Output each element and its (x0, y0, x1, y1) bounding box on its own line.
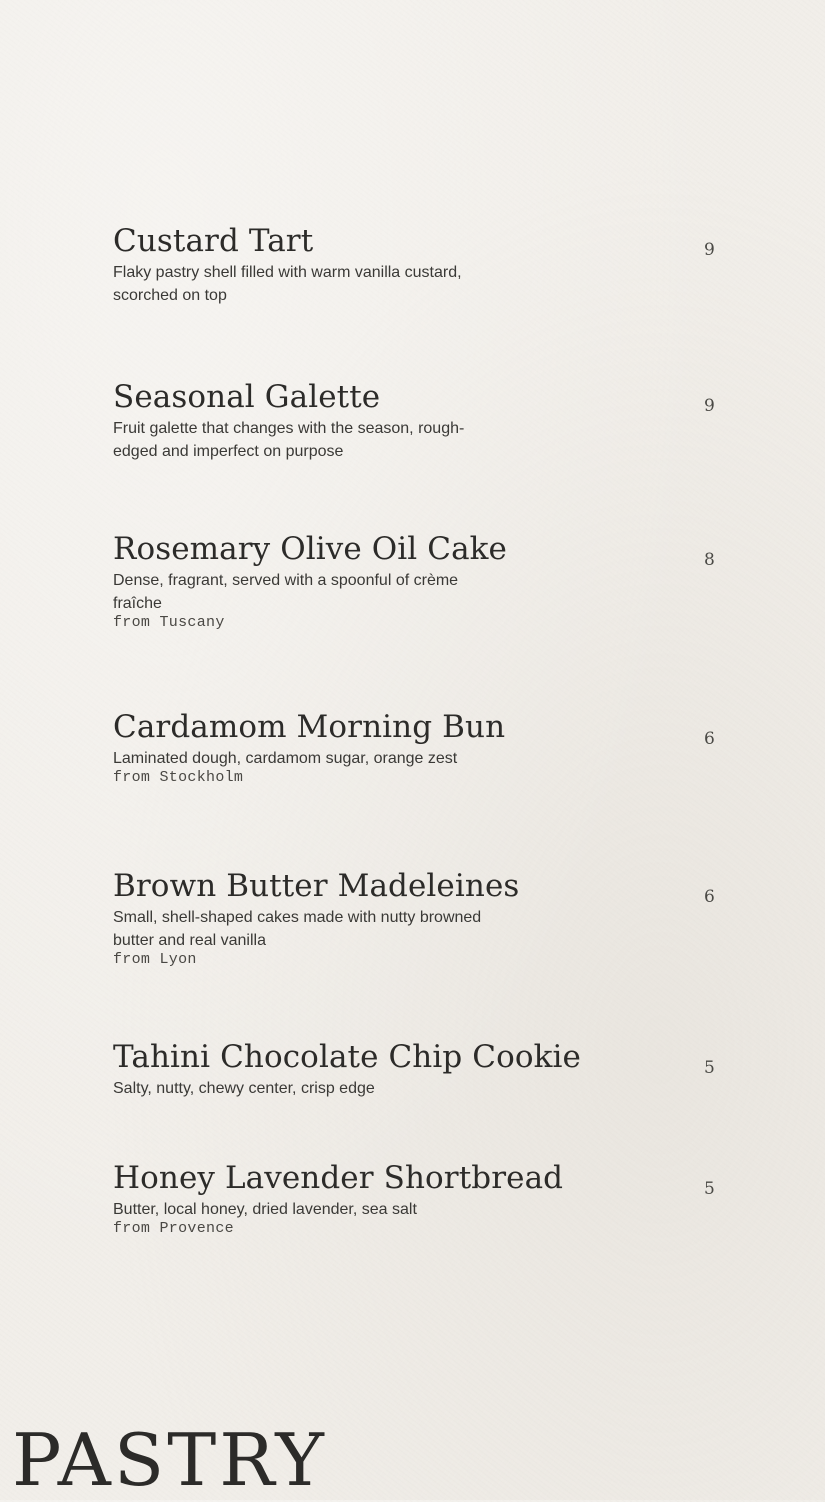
item-origin: from Provence (113, 1220, 234, 1237)
item-description: Flaky pastry shell filled with warm vanilla custard, scorched on top (113, 264, 462, 304)
menu-item-rosemary-olive-oil-cake (113, 532, 713, 632)
menu-item-honey-lavender-shortbread (113, 1161, 713, 1238)
item-description: Laminated dough, cardamom sugar, orange zest (113, 750, 458, 767)
item-price: 9 (704, 240, 715, 260)
item-price: 6 (704, 887, 715, 907)
item-price: 5 (704, 1058, 715, 1078)
menu-item-seasonal-galette (113, 380, 713, 463)
item-name: Seasonal Galette (113, 379, 381, 415)
item-name: Tahini Chocolate Chip Cookie (113, 1039, 581, 1075)
item-description: Butter, local honey, dried lavender, sea salt (113, 1201, 417, 1218)
item-price: 5 (704, 1179, 715, 1199)
menu-item-brown-butter-madeleines (113, 869, 713, 969)
item-origin: from Lyon (113, 951, 197, 968)
item-name: Rosemary Olive Oil Cake (113, 531, 508, 567)
menu-item-custard-tart (113, 224, 713, 307)
item-name: Cardamom Morning Bun (113, 709, 506, 745)
item-name: Honey Lavender Shortbread (113, 1160, 564, 1196)
item-description: Dense, fragrant, served with a spoonful of crème fraîche (113, 572, 459, 612)
item-price: 8 (704, 550, 715, 570)
item-description: Fruit galette that changes with the season, rough-edged and imperfect on purpose (113, 420, 465, 460)
section-title: PASTRY (12, 1418, 327, 1502)
item-origin: from Stockholm (113, 769, 244, 786)
item-name: Brown Butter Madeleines (113, 868, 520, 904)
item-name: Custard Tart (113, 223, 314, 259)
item-origin: from Tuscany (113, 614, 225, 631)
item-description: Salty, nutty, chewy center, crisp edge (113, 1080, 375, 1097)
item-price: 9 (704, 396, 715, 416)
item-description: Small, shell-shaped cakes made with nutty browned butter and real vanilla (113, 909, 482, 949)
menu-item-cardamom-morning-bun (113, 710, 713, 787)
menu-item-tahini-chocolate-chip-cookie (113, 1040, 713, 1100)
item-price: 6 (704, 729, 715, 749)
